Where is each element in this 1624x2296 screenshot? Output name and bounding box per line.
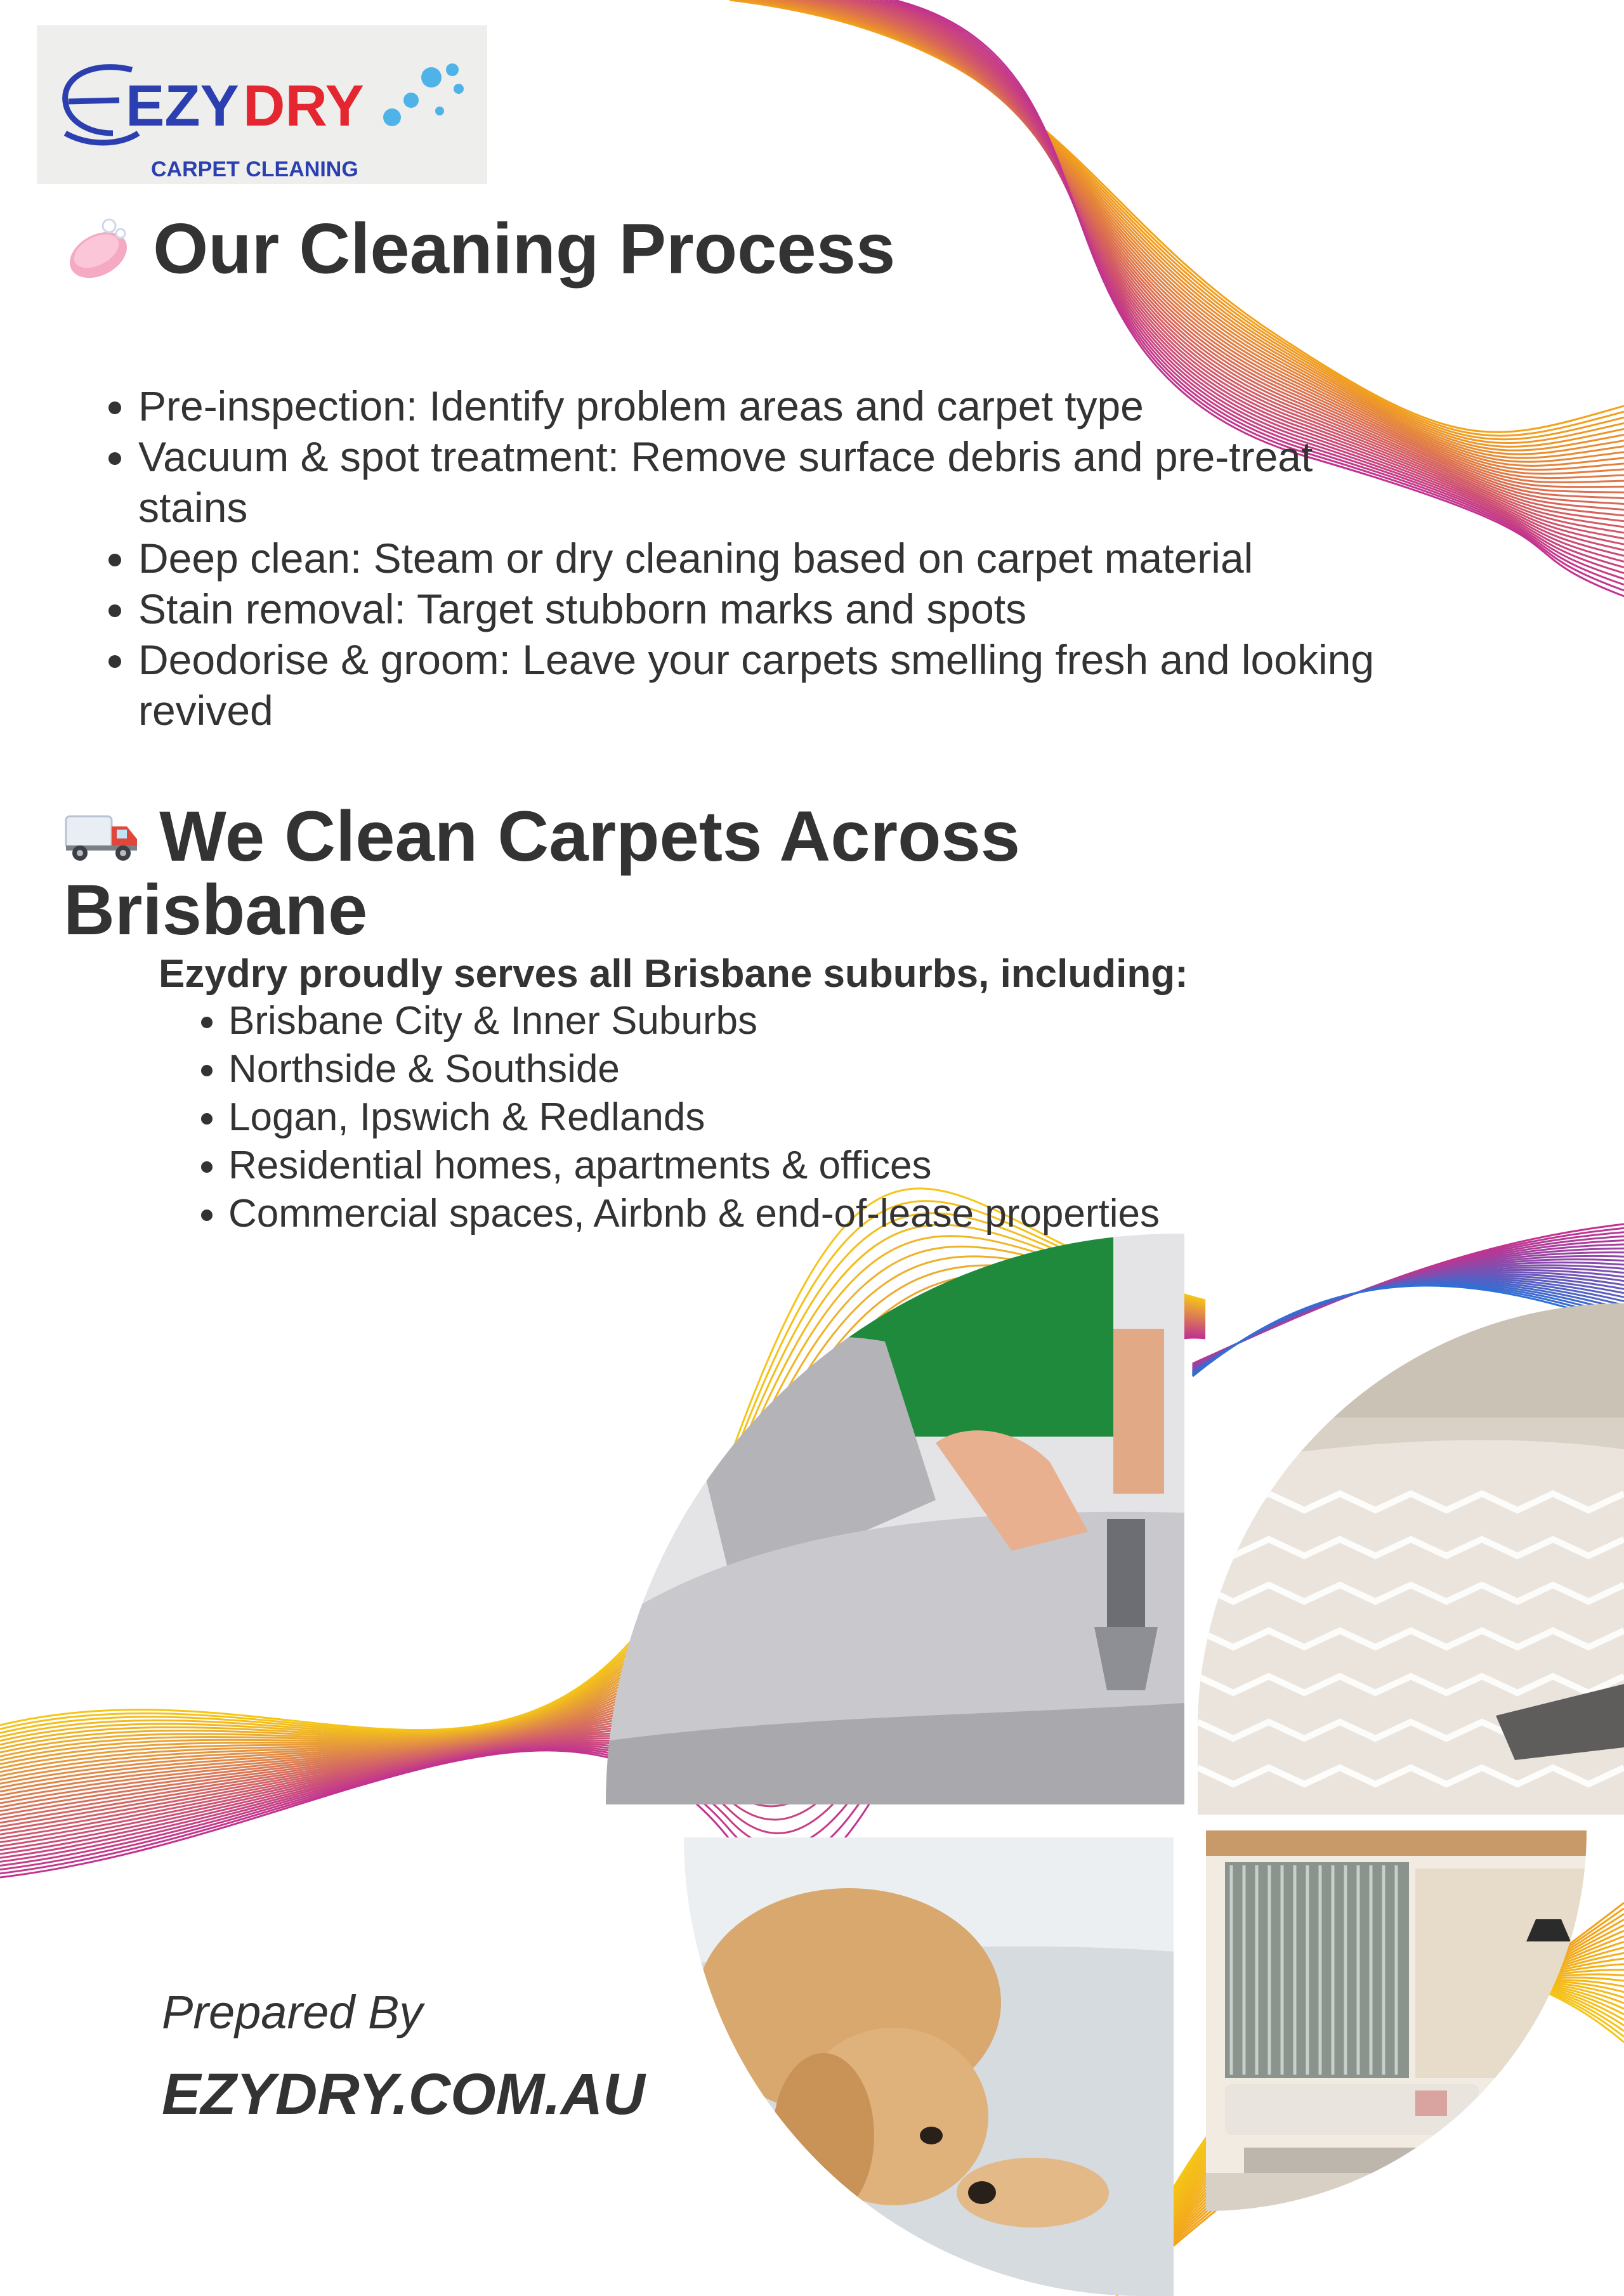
list-item: • Brisbane City & Inner Suburbs: [228, 997, 1370, 1045]
process-heading: [63, 209, 1205, 294]
areas-list: [184, 997, 1370, 1238]
process-heading-text: Our Cleaning Process: [153, 209, 896, 289]
list-item: • Deep clean: Steam or dry cleaning based on carpet material: [138, 533, 1407, 584]
list-item: • Commercial spaces, Airbnb & end-of-lease properties: [228, 1190, 1370, 1238]
list-item: • Residential homes, apartments & offices: [228, 1142, 1370, 1190]
list-item: • Vacuum & spot treatment: Remove surface debris and pre-treat stains: [138, 431, 1407, 533]
list-item: • Deodorise & groom: Leave your carpets smelling fresh and looking revived: [138, 634, 1407, 736]
soap-icon: [63, 214, 133, 294]
list-item: • Northside & Southside: [228, 1045, 1370, 1093]
process-list: [95, 381, 1407, 736]
areas-heading-text: We Clean Carpets Across Brisbane: [63, 797, 1021, 950]
logo-subtitle: CARPET CLEANING: [151, 157, 358, 181]
prepared-by-label: Prepared By: [162, 1986, 423, 2038]
areas-intro: Ezydry proudly serves all Brisbane suburbs, including:: [159, 952, 1188, 996]
website-link[interactable]: EZYDRY.COM.AU: [162, 2062, 645, 2127]
delivery-truck-icon: [63, 807, 140, 876]
ezydry-logo: [37, 25, 487, 184]
areas-heading: [63, 797, 1110, 950]
logo-word-dry: DRY: [243, 74, 364, 138]
list-item: • Stain removal: Target stubborn marks and spots: [138, 584, 1407, 634]
logo-word-ezy: EZY: [126, 74, 239, 138]
list-item: • Logan, Ipswich & Redlands: [228, 1093, 1370, 1142]
list-item: • Pre-inspection: Identify problem areas and carpet type: [138, 381, 1407, 431]
